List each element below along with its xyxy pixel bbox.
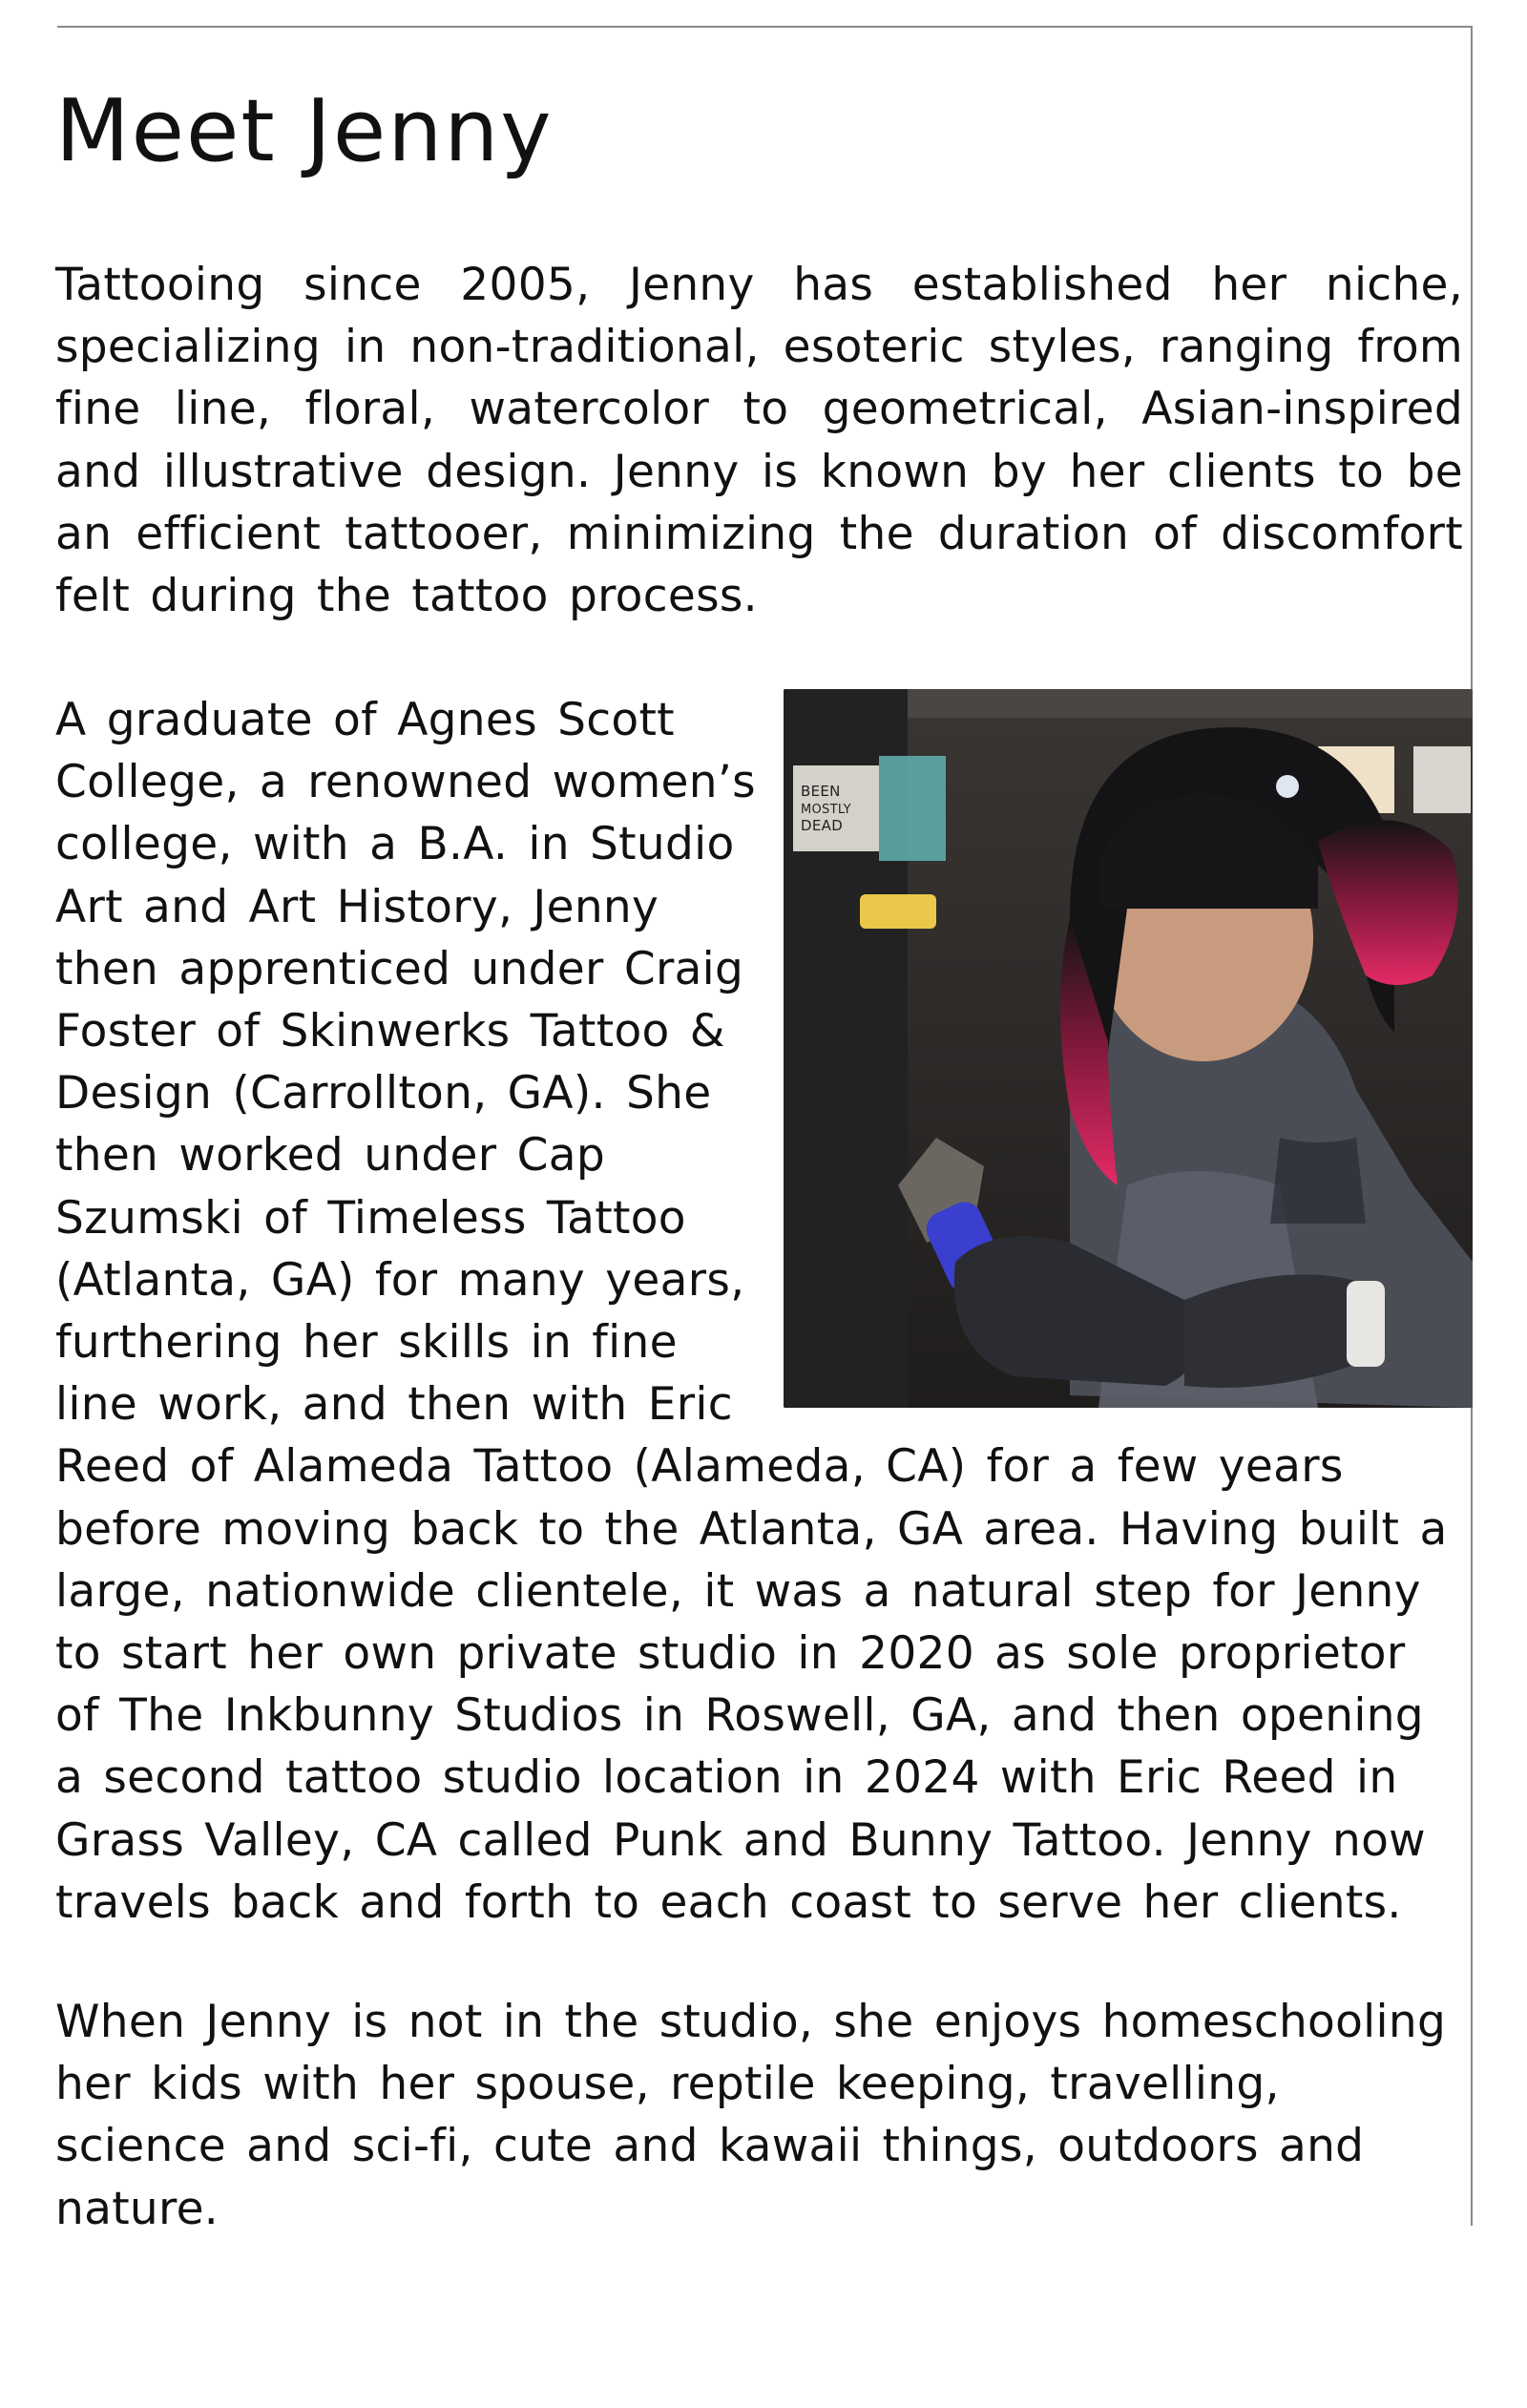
svg-text:DEAD: DEAD xyxy=(801,817,844,834)
bio-paragraph: A graduate of Agnes Scott College, a renowned women’s college, with a B.A. in Studio Art and Art History, Jenny then apprenticed under Craig Foster of Skinwerks Tattoo & Design (Carrollton, GA). She then worked under Cap Szumski of Timeless Tattoo (Atlanta, GA) for many years, furthering her skills in fine line work, and then with Eric Reed of Alameda Tattoo (Alameda, CA) for a few years before moving back to the Atlanta, GA area. Having built a large, nationwide clientele, it was a natural step for Jenny to start her own private studio in 2020 as sole proprietor of The Inkbunny Studios in Roswell, GA, and then opening a second tattoo studio location in 2024 with Eric Reed in Grass Valley, CA called Punk and Bunny Tattoo. Jenny now travels back and forth to each coast to serve her clients. xyxy=(55,694,1448,1929)
bio-paragraph-wrapper xyxy=(55,689,1463,1934)
hobbies-paragraph: When Jenny is not in the studio, she enjoys homeschooling her kids with her spouse, reptile keeping, travelling, science and sci-fi, cute and kawaii things, outdoors and nature. xyxy=(55,1996,1447,2235)
artist-photo xyxy=(784,689,1473,1408)
intro-paragraph: Tattooing since 2005, Jenny has established her niche, specializing in non-traditional, esoteric styles, ranging from fine line, floral, watercolor to geometrical, Asian-inspired and illustrative design. Jenny is known by her clients to be an efficient tattooer, minimizing the duration of discomfort felt during the tattoo process. xyxy=(55,259,1463,623)
artist-photo-image xyxy=(784,689,1473,1408)
svg-text:MOSTLY: MOSTLY xyxy=(801,803,851,817)
page-title: Meet Jenny xyxy=(55,81,554,181)
svg-text:BEEN: BEEN xyxy=(801,783,841,800)
frame-top-border xyxy=(57,26,1472,28)
